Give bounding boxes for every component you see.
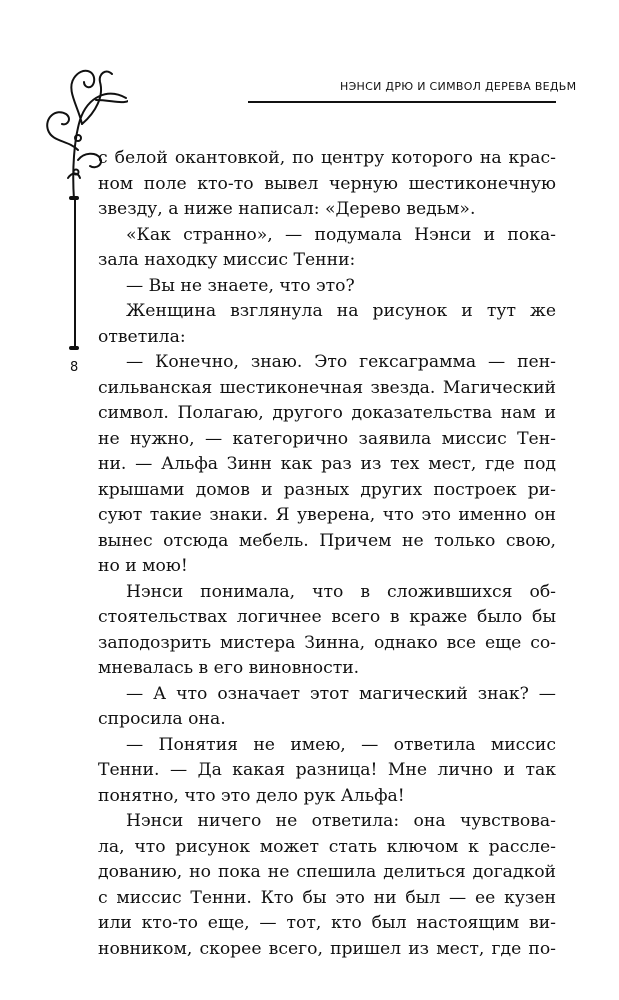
text-line: с белой окантовкой, по центру которого на крас-: [98, 148, 556, 168]
text-line: ответила:: [98, 326, 186, 347]
margin-rule-top-cap: [69, 196, 79, 200]
text-line: ла, что рисунок может стать ключом к рассле-: [98, 836, 556, 857]
text-line: но и мою!: [98, 556, 188, 576]
text-line: суют такие знаки. Я уверена, что это именно он: [98, 505, 556, 525]
text-line: ни. — Альфа Зинн как раз из тех мест, где под: [98, 454, 556, 474]
text-line: или кто-то еще, — тот, кто был настоящим ви-: [98, 913, 556, 933]
text-line: сильванская шестиконечная звезда. Магический: [98, 377, 556, 398]
text-line: ном поле кто-то вывел черную шестиконечную: [98, 173, 556, 194]
page-number: 8: [70, 360, 79, 375]
text-line: мневалась в его виновности.: [98, 658, 360, 678]
text-line: Нэнси понимала, что в сложившихся об-: [126, 581, 556, 602]
text-line: спросила она.: [98, 709, 226, 729]
text-line: Женщина взглянула на рисунок и тут же: [126, 301, 556, 321]
text-line: зала находку миссис Тенни:: [98, 250, 356, 270]
text-line: Тенни. — Да какая разница! Мне лично и так: [98, 760, 556, 780]
running-head: НЭНСИ ДРЮ И СИМВОЛ ДЕРЕВА ВЕДЬМ: [340, 80, 577, 93]
text-line: крышами домов и разных других построек ри-: [98, 479, 556, 500]
text-line: стоятельствах логичнее всего в краже было бы: [98, 607, 556, 627]
text-line: с миссис Тенни. Кто бы это ни был — ее кузен: [98, 887, 556, 908]
text-line: не нужно, — категорично заявила миссис Тен-: [98, 428, 556, 449]
text-line: — Понятия не имею, — ответила миссис: [126, 734, 556, 755]
text-line: символ. Полагаю, другого доказательства нам и: [98, 403, 556, 423]
text-line: новником, скорее всего, пришел из мест, где по-: [98, 938, 556, 959]
text-line: дованию, но пока не спешила делиться догадкой: [98, 862, 556, 882]
body-text: [98, 146, 556, 962]
text-line: звезду, а ниже написал: «Дерево ведьм».: [98, 199, 476, 219]
text-line: — А что означает этот магический знак? —: [126, 683, 556, 704]
margin-rule: [74, 200, 76, 348]
text-line: — Конечно, знаю. Это гексаграмма — пен-: [126, 352, 556, 372]
margin-rule-bottom-cap: [69, 346, 79, 350]
text-line: заподозрить мистера Зинна, однако все еще со-: [98, 632, 556, 653]
header-rule: [248, 101, 556, 103]
text-line: Нэнси ничего не ответила: она чувствова-: [126, 811, 556, 831]
text-line: понятно, что это дело рук Альфа!: [98, 785, 405, 806]
text-line: «Как странно», — подумала Нэнси и пока-: [126, 224, 556, 245]
text-line: — Вы не знаете, что это?: [126, 275, 355, 296]
text-line: вынес отсюда мебель. Причем не только свою,: [98, 530, 556, 551]
